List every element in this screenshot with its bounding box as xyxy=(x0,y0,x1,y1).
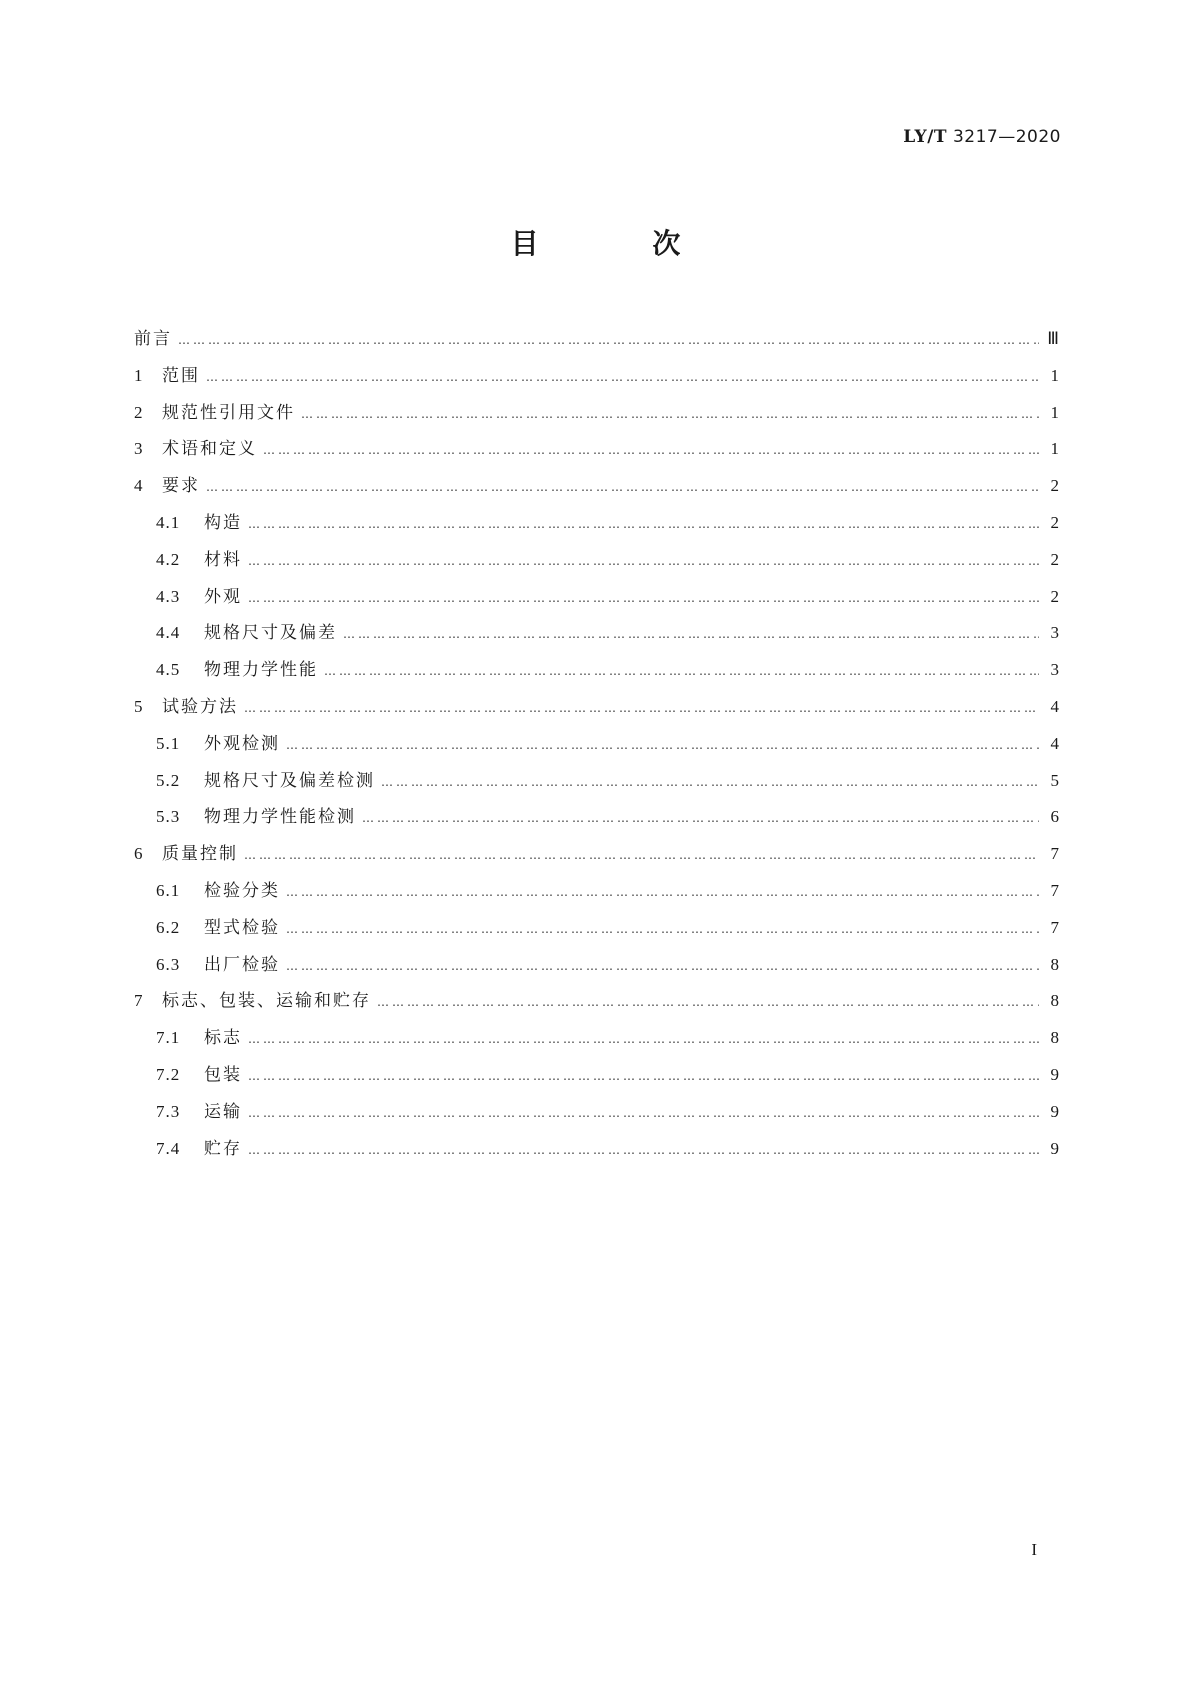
toc-entry[interactable] xyxy=(134,398,1059,435)
toc-leader-dots xyxy=(377,995,1039,1009)
toc-entry[interactable] xyxy=(134,545,1059,582)
toc-entry[interactable] xyxy=(134,1134,1059,1171)
page-number: I xyxy=(1031,1540,1037,1559)
toc-entry-number: 5.1 xyxy=(156,733,181,753)
toc-entry-number: 6.2 xyxy=(156,917,181,937)
page-title: 目 次 xyxy=(510,227,733,260)
toc-entry-number: 6.1 xyxy=(156,880,181,900)
toc-entry-page: 9 xyxy=(1050,1138,1059,1158)
toc-entry[interactable] xyxy=(134,582,1059,619)
toc-leader-dots xyxy=(286,959,1039,973)
toc-entry-number: 4.1 xyxy=(156,512,181,532)
toc-entry-title: 规格尺寸及偏差检测 xyxy=(204,770,375,791)
toc-entry-title: 型式检验 xyxy=(204,917,280,938)
toc-entry[interactable] xyxy=(134,1060,1059,1097)
toc-entry-title: 包装 xyxy=(204,1064,242,1085)
toc-entry-number: 3 xyxy=(134,439,144,459)
toc-entry-page: 7 xyxy=(1050,917,1059,937)
toc-entry-title: 检验分类 xyxy=(204,880,280,901)
toc-entry-page: 1 xyxy=(1050,439,1059,459)
toc-leader-dots xyxy=(244,701,1039,715)
toc-entry-title: 前言 xyxy=(134,329,172,349)
toc-entry-page: 6 xyxy=(1050,807,1059,827)
toc-leader-dots xyxy=(286,738,1039,752)
toc-entry-page: 7 xyxy=(1050,880,1059,900)
toc-leader-dots xyxy=(286,885,1039,899)
toc-entry[interactable] xyxy=(134,508,1059,545)
toc-entry-number: 7.4 xyxy=(156,1138,181,1158)
toc-entry[interactable] xyxy=(134,618,1059,655)
toc-entry[interactable] xyxy=(134,361,1059,398)
toc-entry-number: 4.3 xyxy=(156,586,181,606)
toc-leader-dots xyxy=(248,1143,1039,1157)
toc-entry[interactable] xyxy=(134,1097,1059,1134)
toc-entry-number: 2 xyxy=(134,402,144,422)
toc-leader-dots xyxy=(248,517,1039,531)
toc-entry-number: 7.2 xyxy=(156,1064,181,1084)
toc-entry[interactable] xyxy=(134,471,1059,508)
toc-entry-title: 质量控制 xyxy=(162,844,238,865)
toc-entry-page: 4 xyxy=(1050,733,1059,753)
toc-leader-dots xyxy=(244,848,1039,862)
toc-entry-title: 物理力学性能检测 xyxy=(204,807,356,828)
standard-number: 3217—2020 xyxy=(952,127,1061,147)
toc-entry-number: 6.3 xyxy=(156,954,181,974)
toc-entry-title: 试验方法 xyxy=(162,696,238,717)
toc-entry-number: 4.5 xyxy=(156,660,181,680)
toc-entry-page: 8 xyxy=(1050,991,1059,1011)
toc-entry-page: 2 xyxy=(1050,549,1059,569)
toc-entry[interactable] xyxy=(134,913,1059,950)
toc-entry[interactable] xyxy=(134,324,1059,361)
toc-entry-title: 术语和定义 xyxy=(162,439,257,460)
toc-entry-title: 运输 xyxy=(204,1101,242,1122)
toc-leader-dots xyxy=(248,554,1039,568)
toc-leader-dots xyxy=(301,407,1039,421)
toc-entry-number: 4.2 xyxy=(156,549,181,569)
toc-entry-title: 规格尺寸及偏差 xyxy=(204,623,337,644)
toc-entry-title: 标志、包装、运输和贮存 xyxy=(162,991,371,1012)
toc-entry-page: 2 xyxy=(1050,586,1059,606)
toc-entry-page: 8 xyxy=(1050,954,1059,974)
toc-entry[interactable] xyxy=(134,692,1059,729)
toc-entry-page: 2 xyxy=(1050,512,1059,532)
toc-entry-number: 5.3 xyxy=(156,807,181,827)
toc-leader-dots xyxy=(343,627,1039,641)
toc-entry-page: 8 xyxy=(1050,1028,1059,1048)
toc-entry-number: 6 xyxy=(134,844,144,864)
toc-entry-page: 2 xyxy=(1050,476,1059,496)
toc-leader-dots xyxy=(362,811,1039,825)
toc-entry-page: Ⅲ xyxy=(1047,329,1059,348)
toc-entry-page: 4 xyxy=(1050,696,1059,716)
toc-entry-title: 材料 xyxy=(204,549,242,570)
table-of-contents xyxy=(134,324,1059,1170)
toc-leader-dots xyxy=(248,591,1039,605)
toc-entry-title: 物理力学性能 xyxy=(204,660,318,681)
toc-entry-number: 5.2 xyxy=(156,770,181,790)
toc-entry-title: 外观 xyxy=(204,586,242,607)
toc-leader-dots xyxy=(206,480,1039,494)
toc-leader-dots xyxy=(286,922,1039,936)
toc-entry-number: 1 xyxy=(134,365,144,385)
toc-entry-title: 范围 xyxy=(162,365,200,386)
toc-entry-number: 7.1 xyxy=(156,1028,181,1048)
toc-entry-page: 5 xyxy=(1050,770,1059,790)
toc-leader-dots xyxy=(178,333,1039,347)
toc-entry-title: 要求 xyxy=(162,476,200,497)
toc-leader-dots xyxy=(248,1069,1039,1083)
toc-entry[interactable] xyxy=(134,839,1059,876)
toc-entry-page: 7 xyxy=(1050,844,1059,864)
toc-entry-page: 1 xyxy=(1050,402,1059,422)
toc-entry-page: 9 xyxy=(1050,1064,1059,1084)
toc-entry-title: 出厂检验 xyxy=(204,954,280,975)
toc-entry-page: 3 xyxy=(1050,623,1059,643)
toc-entry-page: 3 xyxy=(1050,660,1059,680)
toc-entry[interactable] xyxy=(134,1023,1059,1060)
toc-entry-number: 7 xyxy=(134,991,144,1011)
toc-entry[interactable] xyxy=(134,876,1059,913)
toc-entry[interactable] xyxy=(134,986,1059,1023)
toc-leader-dots xyxy=(248,1032,1039,1046)
toc-entry[interactable] xyxy=(134,434,1059,471)
toc-entry[interactable] xyxy=(134,729,1059,766)
toc-entry-title: 外观检测 xyxy=(204,733,280,754)
toc-entry-number: 4.4 xyxy=(156,623,181,643)
toc-entry-title: 标志 xyxy=(204,1028,242,1049)
toc-leader-dots xyxy=(263,443,1039,457)
toc-entry-number: 5 xyxy=(134,696,144,716)
toc-entry-number: 4 xyxy=(134,476,144,496)
toc-entry[interactable] xyxy=(134,655,1059,692)
toc-entry-page: 1 xyxy=(1050,365,1059,385)
toc-entry[interactable] xyxy=(134,802,1059,839)
toc-leader-dots xyxy=(206,370,1039,384)
toc-leader-dots xyxy=(248,1106,1039,1120)
toc-entry-page: 9 xyxy=(1050,1101,1059,1121)
toc-leader-dots xyxy=(324,664,1039,678)
toc-entry-title: 贮存 xyxy=(204,1138,242,1159)
toc-entry[interactable] xyxy=(134,950,1059,987)
toc-entry-title: 规范性引用文件 xyxy=(162,402,295,423)
standard-prefix: LY/T xyxy=(903,127,948,147)
toc-entry-number: 7.3 xyxy=(156,1101,181,1121)
toc-leader-dots xyxy=(381,775,1039,789)
toc-entry-title: 构造 xyxy=(204,512,242,533)
toc-entry[interactable] xyxy=(134,766,1059,803)
standard-code xyxy=(903,127,1061,147)
